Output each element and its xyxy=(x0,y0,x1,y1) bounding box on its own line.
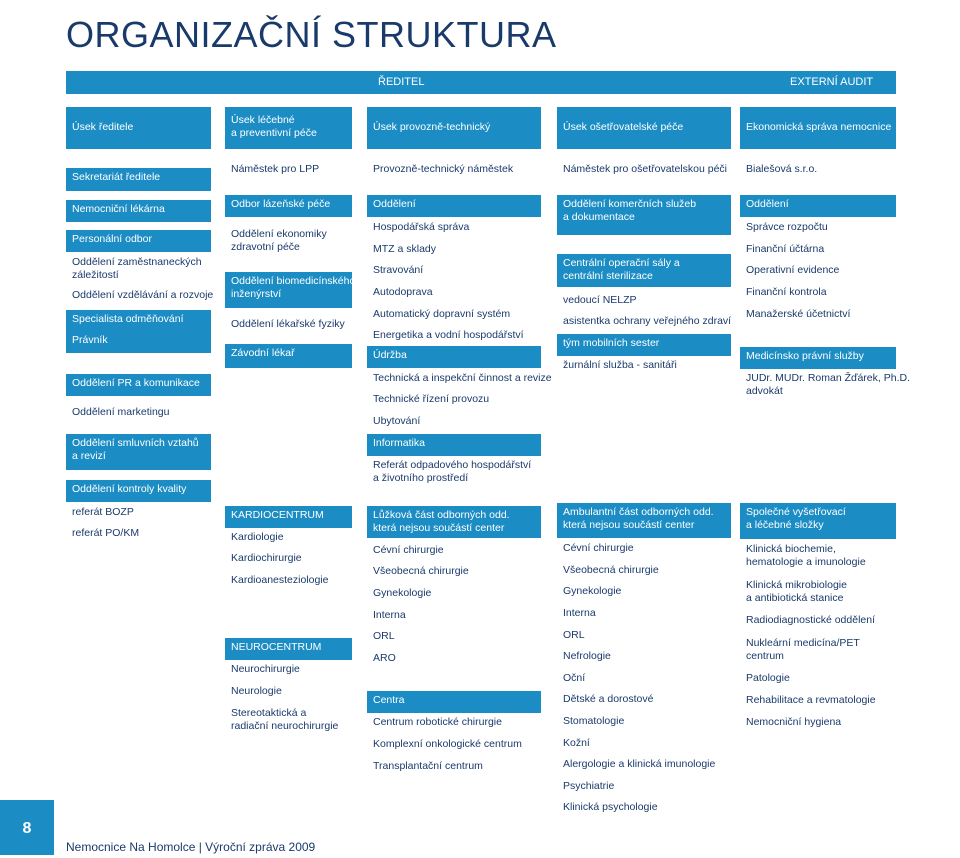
org-box-label: Gynekologie xyxy=(563,585,622,597)
org-box-label: Neurologie xyxy=(231,685,282,697)
org-box-label: Rehabilitace a revmatologie xyxy=(746,694,876,706)
org-box xyxy=(66,230,211,252)
org-box-label: Úsek ředitele xyxy=(72,121,134,133)
org-box-label: centrální sterilizace xyxy=(563,270,653,282)
org-box-label: zdravotní péče xyxy=(231,241,300,253)
org-box-label: advokát xyxy=(746,385,783,397)
org-box-label: Dětské a dorostové xyxy=(563,693,654,705)
org-box-label: Centrální operační sály a xyxy=(563,257,680,269)
org-box-label: Oddělení lékařské fyziky xyxy=(231,318,345,330)
org-box-label: Centrum robotické chirurgie xyxy=(373,716,502,728)
org-box xyxy=(557,755,731,777)
org-box xyxy=(367,434,541,456)
org-box xyxy=(66,107,211,149)
org-box xyxy=(557,107,731,149)
org-box xyxy=(225,528,352,550)
org-box-label: Nemocniční hygiena xyxy=(746,716,842,728)
org-box xyxy=(740,669,896,691)
org-box-label: Náměstek pro ošetřovatelskou péči xyxy=(563,163,727,175)
org-box-label: Úsek ošetřovatelské péče xyxy=(563,121,684,133)
org-box-label: Klinická biochemie, xyxy=(746,543,836,555)
org-box xyxy=(66,253,211,285)
org-box xyxy=(367,369,552,391)
org-box-label: Neurochirurgie xyxy=(231,663,300,675)
org-box xyxy=(367,305,541,327)
org-box-label: Technické řízení provozu xyxy=(373,393,490,405)
org-box xyxy=(557,777,731,799)
org-box-label: Finanční účtárna xyxy=(746,243,825,255)
org-box xyxy=(225,660,352,682)
org-box xyxy=(66,524,211,546)
org-box xyxy=(367,541,541,563)
org-box xyxy=(557,712,731,734)
org-box-label: Klinická psychologie xyxy=(563,801,658,813)
org-box-label: Alergologie a klinická imunologie xyxy=(563,758,716,770)
org-box-label: a léčebné složky xyxy=(746,519,824,531)
org-box xyxy=(225,549,352,571)
org-box xyxy=(367,107,541,149)
org-box-label: MTZ a sklady xyxy=(373,243,437,255)
org-box-label: referát PO/KM xyxy=(72,527,140,539)
org-box-label: a dokumentace xyxy=(563,211,635,223)
org-box xyxy=(367,346,541,368)
org-box xyxy=(740,713,896,735)
org-box-label: Závodní lékař xyxy=(231,347,295,359)
org-box xyxy=(225,344,352,368)
org-box-label: a preventivní péče xyxy=(231,127,317,139)
org-box-label: Operativní evidence xyxy=(746,264,840,276)
org-box-label: Stomatologie xyxy=(563,715,625,727)
org-box xyxy=(740,218,896,240)
org-box-label: radiační neurochirurgie xyxy=(231,720,339,732)
org-box xyxy=(66,374,211,396)
external-audit-label: EXTERNÍ AUDIT xyxy=(790,76,874,88)
org-box-label: Transplantační centrum xyxy=(373,760,483,772)
org-box-label: Všeobecná chirurgie xyxy=(563,564,659,576)
org-box-label: ORL xyxy=(373,630,395,642)
org-box-label: a životního prostředí xyxy=(373,472,469,484)
org-box xyxy=(740,240,896,262)
org-box xyxy=(66,286,214,308)
org-box xyxy=(66,480,211,502)
org-box-label: vedoucí NELZP xyxy=(563,294,637,306)
org-box-label: Centra xyxy=(373,694,405,706)
org-box xyxy=(557,798,731,820)
org-box-label: a revizí xyxy=(72,450,106,462)
org-box-label: tým mobilních sester xyxy=(563,337,660,349)
org-box xyxy=(367,261,541,283)
org-box-label: Nukleární medicína/PET xyxy=(746,637,860,649)
org-box-label: Oddělení smluvních vztahů xyxy=(72,437,199,449)
org-box xyxy=(225,315,352,337)
org-box xyxy=(367,606,541,628)
org-box-label: Kardioanesteziologie xyxy=(231,574,329,586)
org-box-label: NEUROCENTRUM xyxy=(231,641,322,653)
org-box-label: Automatický dopravní systém xyxy=(373,308,511,320)
org-box xyxy=(367,649,541,671)
org-box-label: asistentka ochrany veřejného zdraví xyxy=(563,315,732,327)
org-box-label: Kožní xyxy=(563,737,590,749)
org-box-label: Oddělení zaměstnaneckých xyxy=(72,256,202,268)
org-box xyxy=(740,540,896,576)
org-box xyxy=(367,218,541,240)
org-box-label: Kardiochirurgie xyxy=(231,552,302,564)
org-box-label: Oddělení xyxy=(373,198,416,210)
org-box xyxy=(225,704,352,737)
org-box-label: záležitostí xyxy=(72,269,119,281)
org-box-label: která nejsou součástí center xyxy=(563,519,695,531)
org-box-label: Radiodiagnostické oddělení xyxy=(746,614,876,626)
director-band xyxy=(66,71,896,94)
org-box xyxy=(557,291,731,313)
org-box xyxy=(66,434,211,470)
org-box-label: Sekretariát ředitele xyxy=(72,171,161,183)
org-box-label: a antibiotická stanice xyxy=(746,592,844,604)
org-box xyxy=(225,638,352,660)
org-box xyxy=(367,456,541,490)
org-box xyxy=(367,713,541,735)
org-box-label: Finanční kontrola xyxy=(746,286,827,298)
org-box xyxy=(367,735,541,757)
org-box xyxy=(740,160,896,183)
org-box xyxy=(557,334,731,356)
org-box-label: Interna xyxy=(563,607,596,619)
org-box-label: Informatika xyxy=(373,437,425,449)
org-box-label: Stravování xyxy=(373,264,424,276)
org-box-label: Hospodářská správa xyxy=(373,221,470,233)
org-box-label: Nemocniční lékárna xyxy=(72,203,165,215)
org-box xyxy=(225,225,352,261)
org-box xyxy=(367,412,541,434)
org-box-label: Odbor lázeňské péče xyxy=(231,198,331,210)
page-number: 8 xyxy=(0,800,54,855)
org-box xyxy=(740,347,896,369)
page-title: ORGANIZAČNÍ STRUKTURA xyxy=(66,14,557,55)
org-box-label: Klinická mikrobiologie xyxy=(746,579,847,591)
org-box-label: Ekonomická správa nemocnice xyxy=(746,121,892,133)
org-box xyxy=(557,539,731,561)
org-box-label: Stereotaktická a xyxy=(231,707,307,719)
org-box xyxy=(66,200,211,222)
org-box xyxy=(225,272,356,308)
org-box xyxy=(367,506,541,538)
org-box xyxy=(367,584,541,606)
org-box-label: Nefrologie xyxy=(563,650,611,662)
org-box xyxy=(740,261,896,283)
org-box xyxy=(66,503,211,525)
org-box-label: která nejsou součástí center xyxy=(373,522,505,534)
org-box xyxy=(557,356,731,378)
org-box xyxy=(66,331,211,353)
org-box-label: Údržba xyxy=(373,349,407,361)
org-box-label: Psychiatrie xyxy=(563,780,615,792)
org-box-label: Úsek léčebné xyxy=(231,114,295,126)
org-box-label: Personální odbor xyxy=(72,233,152,245)
org-box-label: JUDr. MUDr. Roman Žďárek, Ph.D. xyxy=(746,372,910,384)
org-box-label: Právník xyxy=(72,334,108,346)
org-box xyxy=(740,634,896,668)
org-box-label: inženýrství xyxy=(231,288,282,300)
org-box xyxy=(225,195,352,217)
org-box-label: Oddělení komerčních služeb xyxy=(563,198,697,210)
org-box xyxy=(557,734,731,756)
org-box xyxy=(367,757,541,779)
org-box-label: žurnální služba - sanitáři xyxy=(563,359,677,371)
org-box-label: Správce rozpočtu xyxy=(746,221,828,233)
org-box xyxy=(66,168,211,191)
org-box-label: Oddělení PR a komunikace xyxy=(72,377,200,389)
org-box-label: Kardiologie xyxy=(231,531,284,543)
org-box-label: Oddělení marketingu xyxy=(72,406,170,418)
org-box-label: Všeobecná chirurgie xyxy=(373,565,469,577)
org-box xyxy=(740,195,896,217)
org-box xyxy=(740,369,910,405)
org-box xyxy=(740,611,896,633)
org-box-label: Oddělení biomedicínského xyxy=(231,275,356,287)
org-box xyxy=(557,254,731,287)
org-box-label: Oddělení vzdělávání a rozvoje xyxy=(72,289,214,301)
org-box xyxy=(557,690,731,712)
org-box-label: Bialešová s.r.o. xyxy=(746,163,818,175)
org-box xyxy=(367,627,541,649)
director-label: ŘEDITEL xyxy=(378,76,425,88)
org-box-label: Oddělení ekonomiky xyxy=(231,228,327,240)
org-box-label: centrum xyxy=(746,650,784,662)
org-box xyxy=(225,160,352,183)
org-box-label: referát BOZP xyxy=(72,506,134,518)
org-box xyxy=(367,562,541,584)
org-box-label: Manažerské účetnictví xyxy=(746,308,851,320)
org-box xyxy=(557,195,731,235)
org-box-label: ORL xyxy=(563,629,585,641)
org-box-label: Náměstek pro LPP xyxy=(231,163,320,175)
org-box-label: Úsek provozně-technický xyxy=(373,121,491,133)
org-box-label: Energetika a vodní hospodářství xyxy=(373,329,524,341)
org-box-label: Společné vyšetřovací xyxy=(746,506,846,518)
org-box xyxy=(225,107,352,149)
org-box-label: Ambulantní část odborných odd. xyxy=(563,506,714,518)
org-box xyxy=(740,107,896,149)
org-box xyxy=(367,390,541,412)
org-box-label: hematologie a imunologie xyxy=(746,556,866,568)
org-box xyxy=(557,669,731,691)
org-box xyxy=(367,195,541,217)
org-box-label: Referát odpadového hospodářství xyxy=(373,459,532,471)
org-box xyxy=(557,503,731,538)
org-box xyxy=(66,310,211,332)
org-box-label: Cévní chirurgie xyxy=(373,544,444,556)
org-box-label: Oddělení kontroly kvality xyxy=(72,483,187,495)
org-box-label: Specialista odměňování xyxy=(72,313,184,325)
org-box xyxy=(367,240,541,262)
org-box xyxy=(225,571,352,593)
org-box xyxy=(557,626,731,648)
org-box xyxy=(557,647,731,669)
org-box-label: Komplexní onkologické centrum xyxy=(373,738,522,750)
org-box-label: Autodoprava xyxy=(373,286,433,298)
org-box-label: Oddělení xyxy=(746,198,789,210)
org-box-label: Lůžková část odborných odd. xyxy=(373,509,510,521)
org-box xyxy=(557,312,731,334)
org-box-label: Provozně-technický náměstek xyxy=(373,163,514,175)
org-box-label: ARO xyxy=(373,652,396,664)
org-box-label: Medicínsko právní služby xyxy=(746,350,864,362)
org-box-label: Oční xyxy=(563,672,586,684)
org-box xyxy=(367,326,541,348)
org-box-label: Technická a inspekční činnost a revize xyxy=(373,372,552,384)
org-box xyxy=(740,283,896,305)
org-box xyxy=(557,160,731,183)
org-box-label: Interna xyxy=(373,609,406,621)
org-box xyxy=(367,160,541,183)
org-box xyxy=(557,561,731,583)
org-box xyxy=(225,506,352,528)
org-box-label: Cévní chirurgie xyxy=(563,542,634,554)
org-box xyxy=(367,283,541,305)
org-box xyxy=(367,691,541,713)
org-box-label: KARDIOCENTRUM xyxy=(231,509,324,521)
org-box xyxy=(740,576,896,610)
org-box-label: Patologie xyxy=(746,672,790,684)
org-box-label: Ubytování xyxy=(373,415,421,427)
org-box xyxy=(740,305,896,327)
org-box xyxy=(740,691,896,713)
org-box xyxy=(557,604,731,626)
org-box xyxy=(66,403,211,425)
org-box xyxy=(740,503,896,539)
org-box xyxy=(557,582,731,604)
org-box xyxy=(225,682,352,704)
footer-text: Nemocnice Na Homolce | Výroční zpráva 2009 xyxy=(66,840,316,854)
org-box-label: Gynekologie xyxy=(373,587,432,599)
